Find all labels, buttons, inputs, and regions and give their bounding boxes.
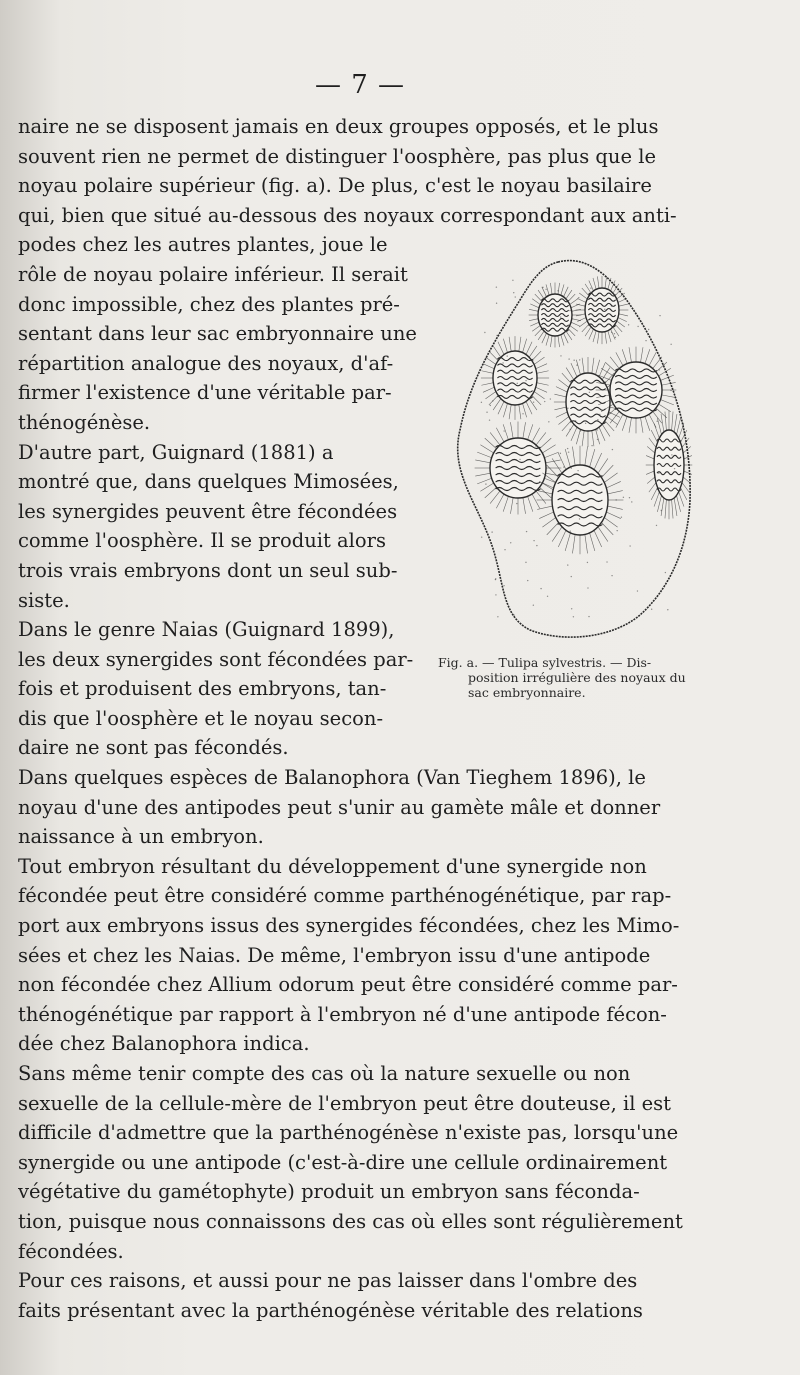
stipple-dot <box>491 531 492 532</box>
stipple-dot <box>576 365 577 366</box>
nucleus <box>529 282 582 347</box>
stipple-dot <box>568 358 569 359</box>
stipple-dot <box>496 286 497 287</box>
stipple-dot <box>616 530 617 531</box>
stipple-dot <box>661 510 662 511</box>
stipple-dot <box>504 549 505 550</box>
stipple-dot <box>548 421 549 422</box>
stipple-dot <box>645 340 646 341</box>
stipple-dot <box>540 588 541 589</box>
stipple-dot <box>577 470 578 471</box>
stipple-dot <box>486 412 487 413</box>
stipple-dot <box>611 332 612 333</box>
stipple-dot <box>560 355 561 356</box>
text-line: noyau d'une des antipodes peut s'unir au gamète mâle et donner <box>18 795 661 819</box>
stipple-dot <box>573 360 574 361</box>
nuclei-group <box>475 276 693 618</box>
stipple-dot <box>637 326 638 327</box>
stipple-dot <box>503 585 504 586</box>
stipple-dot <box>674 468 675 469</box>
stipple-dot <box>535 445 536 446</box>
text-line: siste. <box>18 588 70 612</box>
nucleus <box>646 411 693 520</box>
stipple-dot <box>567 305 568 306</box>
stipple-dot <box>628 324 629 325</box>
text-line: fécondée peut être considéré comme parthénogénétique, par rap- <box>18 884 672 908</box>
nucleus <box>596 347 677 434</box>
stipple-dot <box>588 616 589 617</box>
stipple-dot <box>550 398 551 399</box>
stipple-dot <box>496 303 497 304</box>
stipple-dot <box>587 587 588 588</box>
stipple-dot <box>597 419 598 420</box>
stipple-dot <box>568 451 569 452</box>
stipple-dot <box>614 375 615 376</box>
stipple-dot <box>629 497 630 498</box>
stipple-dot <box>648 329 649 330</box>
stipple-dot <box>589 392 590 393</box>
stipple-dot <box>560 316 561 317</box>
page-number: — 7 — <box>314 70 406 100</box>
stipple-dot <box>525 562 526 563</box>
stipple-dot <box>590 287 591 288</box>
stipple-dot <box>670 344 671 345</box>
stipple-dot <box>544 401 545 402</box>
stipple-dot <box>656 421 657 422</box>
text-line: Sans même tenir compte des cas où la nature sexuelle ou non <box>18 1062 631 1085</box>
text-line: comme l'oosphère. Il se produit alors <box>18 529 386 553</box>
text-line: Tout embryon résultant du développement d'une synergide non <box>18 854 647 878</box>
stipple-dot <box>481 536 482 537</box>
stipple-dot <box>516 503 517 504</box>
nucleus <box>475 422 562 515</box>
stipple-dot <box>489 419 490 420</box>
text-line: thénogénèse. <box>18 410 151 434</box>
stipple-dot <box>490 405 491 406</box>
text-line: naissance à un embryon. <box>18 825 264 849</box>
stipple-dot <box>597 439 598 440</box>
text-line: les deux synergides sont fécondées par- <box>18 647 414 671</box>
text-line: difficile d'admettre que la parthénogénèse n'existe pas, lorsqu'une <box>18 1121 679 1145</box>
text-line: sées et chez les Naias. De même, l'embryon issu d'une antipode <box>18 943 651 967</box>
text-line: firmer l'existence d'une véritable par- <box>18 381 392 405</box>
stipple-dot <box>557 290 558 291</box>
stipple-dot <box>560 453 561 454</box>
stipple-dot <box>507 355 508 356</box>
stipple-dot <box>659 369 660 370</box>
text-line: dée chez Balanophora indica. <box>18 1032 310 1056</box>
stipple-dot <box>587 562 588 563</box>
stipple-dot <box>547 596 548 597</box>
stipple-dot <box>671 454 672 455</box>
stipple-dot <box>545 289 546 290</box>
stipple-dot <box>611 305 612 306</box>
text-line: rôle de noyau polaire inférieur. Il serait <box>18 262 408 286</box>
stipple-dot <box>569 310 570 311</box>
stipple-dot <box>496 335 497 336</box>
stipple-dot <box>503 430 504 431</box>
text-line: trois vrais embryons dont un seul sub- <box>18 558 398 582</box>
stipple-dot <box>563 466 564 467</box>
stipple-dot <box>611 575 612 576</box>
stipple-dot <box>519 459 520 460</box>
embryo-sac-figure <box>440 250 698 650</box>
text-line: fois et produisent des embryons, tan- <box>18 677 387 701</box>
stipple-dot <box>536 545 537 546</box>
text-line: noyau polaire supérieur (fig. a). De plus, c'est le noyau basilaire <box>18 174 652 198</box>
stipple-dot <box>567 448 568 449</box>
text-line: naire ne se disposent jamais en deux groupes opposés, et le plus <box>18 115 659 138</box>
stipple-dot <box>656 525 657 526</box>
stipple-dot <box>651 609 652 610</box>
stipple-dot <box>629 545 630 546</box>
stipple-dot <box>527 580 528 581</box>
embryo-sac-illustration <box>440 250 698 650</box>
text-line: Dans le genre Naias (Guignard 1899), <box>18 618 395 642</box>
text-line: port aux embryons issus des synergides fécondées, chez les Mimo- <box>18 914 680 938</box>
stipple-dot <box>615 337 616 338</box>
text-line: sexuelle de la cellule-mère de l'embryon peut être douteuse, il est <box>18 1091 672 1115</box>
stipple-dot <box>567 408 568 409</box>
text-line: donc impossible, chez des plantes pré- <box>18 292 400 316</box>
stipple-dot <box>637 590 638 591</box>
stipple-dot <box>599 414 600 415</box>
text-line: montré que, dans quelques Mimosées, <box>18 470 399 494</box>
text-line: répartition analogue des noyaux, d'af- <box>18 351 394 375</box>
stipple-dot <box>513 614 514 615</box>
stipple-dot <box>542 287 543 288</box>
stipple-dot <box>580 430 581 431</box>
stipple-dot <box>670 390 671 391</box>
stipple-dot <box>513 292 514 293</box>
stipple-dot <box>575 420 576 421</box>
text-line: faits présentant avec la parthénogénèse véritable des relations <box>18 1298 643 1322</box>
figure-caption <box>438 655 700 700</box>
stipple-dot <box>596 429 597 430</box>
stipple-dot <box>512 280 513 281</box>
stipple-dot <box>658 473 659 474</box>
text-line: synergide ou une antipode (c'est-à-dire une cellule ordinairement <box>18 1150 668 1174</box>
text-line: fécondées. <box>18 1239 124 1263</box>
stipple-dot <box>623 497 624 498</box>
stipple-dot <box>510 542 511 543</box>
stipple-dot <box>614 333 615 334</box>
stipple-dot <box>517 383 518 384</box>
text-line: D'autre part, Guignard (1881) a <box>18 440 334 464</box>
stipple-dot <box>532 360 533 361</box>
text-line: Dans quelques espèces de Balanophora (Van Tieghem 1896), le <box>18 766 646 790</box>
text-line: souvent rien ne permet de distinguer l'oosphère, pas plus que le <box>18 144 656 168</box>
stipple-dot <box>567 564 568 565</box>
stipple-dot <box>573 616 574 617</box>
stipple-dot <box>579 518 580 519</box>
caption-line: Fig. a. — Tulipa sylvestris. — Dis- <box>438 655 652 670</box>
stipple-dot <box>579 359 580 360</box>
text-line: daire ne sont pas fécondés. <box>18 736 289 760</box>
stipple-dot <box>615 499 616 500</box>
text-line: Pour ces raisons, et aussi pour ne pas laisser dans l'ombre des <box>18 1269 638 1293</box>
stipple-dot <box>667 609 668 610</box>
stipple-dot <box>481 402 482 403</box>
stipple-dot <box>606 561 607 562</box>
text-line: végétative du gamétophyte) produit un embryon sans féconda- <box>18 1180 640 1204</box>
stipple-dot <box>495 594 496 595</box>
stipple-dot <box>492 400 493 401</box>
text-line: non fécondée chez Allium odorum peut être considéré comme par- <box>18 973 678 997</box>
stipple-dot <box>522 413 523 414</box>
stipple-dot <box>533 401 534 402</box>
stipple-dot <box>569 429 570 430</box>
stipple-dot <box>610 412 611 413</box>
text-line: les synergides peuvent être fécondées <box>18 499 398 523</box>
text-line: tion, puisque nous connaissons des cas où elles sont régulièrement <box>18 1209 683 1233</box>
stipple-dot <box>525 380 526 381</box>
stipple-dot <box>502 362 503 363</box>
stipple-dot <box>585 423 586 424</box>
stipple-dot <box>659 315 660 316</box>
stipple-dot <box>571 608 572 609</box>
stipple-dot <box>497 616 498 617</box>
stipple-dot <box>621 517 622 518</box>
stipple-dot <box>612 449 613 450</box>
stipple-dot <box>495 579 496 580</box>
text-line: thénogénétique par rapport à l'embryon né d'une antipode fécon- <box>18 1002 667 1026</box>
text-line: qui, bien que situé au-dessous des noyaux correspondant aux anti- <box>18 203 677 227</box>
stipple-dot <box>631 501 632 502</box>
nucleus <box>576 276 629 344</box>
stipple-dot <box>533 540 534 541</box>
text-line: dis que l'oosphère et le noyau secon- <box>18 706 384 730</box>
stipple-dot <box>571 576 572 577</box>
text-line: podes chez les autres plantes, joue le <box>18 233 388 257</box>
caption-line: position irrégulière des noyaux du <box>468 670 686 685</box>
stipple-dot <box>484 332 485 333</box>
stipple-dot <box>571 467 572 468</box>
stipple-dot <box>578 297 579 298</box>
stipple-dot <box>533 604 534 605</box>
stipple-dot <box>600 416 601 417</box>
stipple-dot <box>515 296 516 297</box>
stipple-dot <box>570 531 571 532</box>
stipple-dot <box>665 572 666 573</box>
stipple-dot <box>485 483 486 484</box>
stipple-dot <box>526 531 527 532</box>
text-line: sentant dans leur sac embryonnaire une <box>18 322 417 346</box>
stipple-dot <box>591 445 592 446</box>
caption-line: sac embryonnaire. <box>468 685 586 700</box>
stipple-dot <box>604 309 605 310</box>
